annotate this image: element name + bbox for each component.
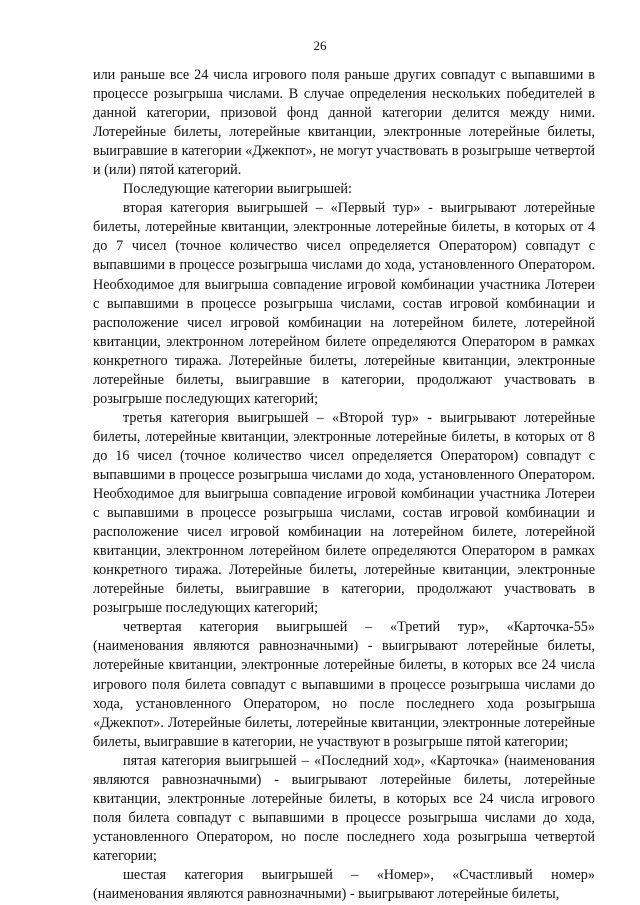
paragraph-category-6: шестая категория выигрышей – «Номер», «Счастливый номер» (наименования являются равнозначными) - выигрывают лотерейные билеты, — [93, 866, 595, 903]
paragraph-jackpot-continuation: или раньше все 24 числа игрового поля раньше других совпадут с выпавшими в процессе розыгрыша числами. В случае определения нескольких победителей в данной категории, призовой фонд данной категории делится между ними. Лотерейные билеты, лотерейные квитанции, электронные лотерейные билеты, выигравшие в категории «Джекпот», не могут участвовать в розыгрыше четвертой и (или) пятой категорий. — [93, 67, 595, 179]
paragraph-category-2: вторая категория выигрышей – «Первый тур» - выигрывают лотерейные билеты, лотерейные квитанции, электронные лотерейные билеты, в которых от 4 до 7 чисел (точное количество чисел определяется Оператором) совпадут с выпавшими в процессе розыгрыша числами до хода, установленного Оператором. Необходимое для выигрыша совпадение игровой комбинации участника Лотереи с выпавшими в процессе розыгрыша числами, состав игровой комбинации и расположение чисел игровой комбинации на лотерейном билете, лотерейной квитанции, электронном лотерейном билете определяются Оператором в рамках конкретного тиража. Лотерейные билеты, лотерейные квитанции, электронные лотерейные билеты, выигравшие в категории, продолжают участвовать в розыгрыше последующих категорий; — [93, 200, 595, 407]
page-number: 26 — [313, 38, 327, 53]
paragraph-category-4: четвертая категория выигрышей – «Третий тур», «Карточка-55» (наименования являются равнозначными) - выигрывают лотерейные билеты, лотерейные квитанции, электронные лотерейные билеты, в которых все 24 числа игрового поля билета совпадут с выпавшими в процессе розыгрыша числами до хода, установленного Оператором, но после последнего хода розыгрыша «Джекпот». Лотерейные билеты, лотерейные квитанции, электронные лотерейные билеты, выигравшие в категории, не участвуют в розыгрыше пятой категории; — [93, 619, 595, 750]
document-body — [93, 66, 595, 904]
paragraph-category-3: третья категория выигрышей – «Второй тур» - выигрывают лотерейные билеты, лотерейные квитанции, электронные лотерейные билеты, в которых от 8 до 16 чисел (точное количество чисел определяется Оператором) совпадут с выпавшими в процессе розыгрыша числами до хода, установленного Оператором. Необходимое для выигрыша совпадение игровой комбинации участника Лотереи с выпавшими в процессе розыгрыша числами, состав игровой комбинации и расположение чисел игровой комбинации на лотерейном билете, лотерейной квитанции, электронном лотерейном билете определяются Оператором в рамках конкретного тиража. Лотерейные билеты, лотерейные квитанции, электронные лотерейные билеты, выигравшие в категории, продолжают участвовать в розыгрыше последующих категорий; — [93, 409, 595, 617]
paragraph-categories-intro: Последующие категории выигрышей: — [123, 181, 352, 198]
paragraph-category-5: пятая категория выигрышей – «Последний ход», «Карточка» (наименования являются равнозначными) - выигрывают лотерейные билеты, лотерейные квитанции, электронные лотерейные билеты, в которых все 24 числа игрового поля билета совпадут с выпавшими в процессе розыгрыша числами до хода, установленного Оператором, но после последнего хода розыгрыша четвертой категории; — [93, 752, 595, 864]
